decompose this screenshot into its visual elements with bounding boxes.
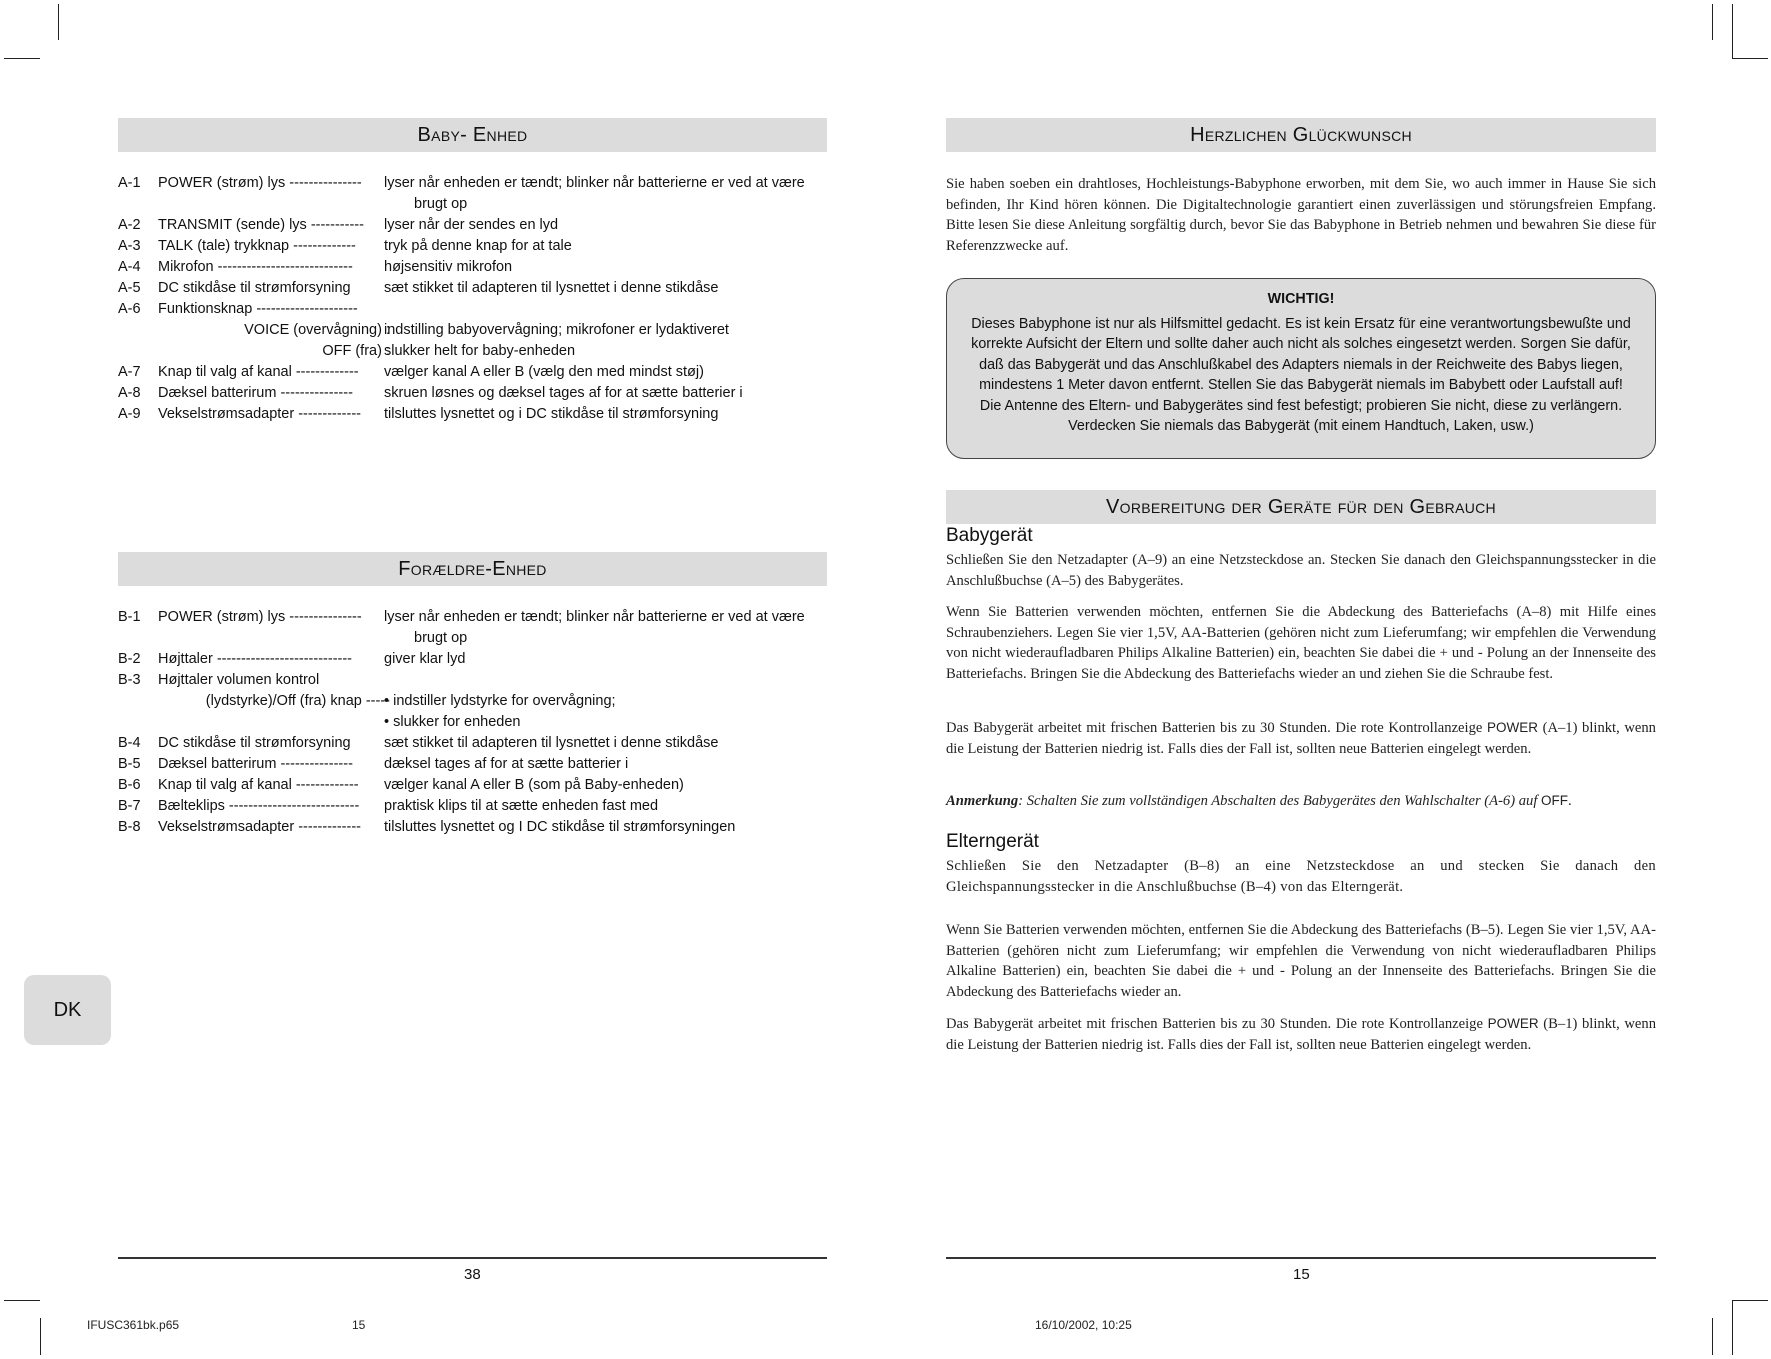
spec-row-a3 [118, 238, 838, 259]
congrats-header: Herzlichen Glückwunsch [946, 118, 1656, 152]
baby-paragraph-3 [946, 718, 1656, 759]
prep-header: Vorbereitung der Geräte für den Gebrauch [946, 490, 1656, 524]
note-text: : Schalten Sie zum vollständigen Abschalten des Babygerätes den Wahlschalter (A-6) auf [1018, 793, 1542, 809]
spec-row-b3-sub2 [118, 714, 838, 735]
spec-desc: praktisk klips til at sætte enheden fast med [384, 798, 659, 814]
spec-label: POWER (strøm) lys --------------- [158, 175, 362, 191]
important-notice [946, 278, 1656, 459]
crop-mark [1732, 58, 1768, 59]
spec-row-b1 [118, 609, 838, 630]
spec-code: A-2 [118, 217, 141, 233]
spec-row-b6 [118, 777, 838, 798]
notice-line: mindestens 1 Meter davon entfernt. Stellen Sie das Babygerät niemals im Babybett oder Laufstall auf! [979, 377, 1623, 393]
notice-line: Dieses Babyphone ist nur als Hilfsmittel gedacht. Es ist kein Ersatz für eine verantwortungsbewußte und [971, 315, 1631, 332]
paragraph-text: (B–1) blinkt, wenn die Leistung der Batterien niedrig ist. Falls dies der Fall ist, sollten neue Batterien eingelegt werden. [946, 1016, 1656, 1053]
spec-row-b5 [118, 756, 838, 777]
spec-label: Mikrofon ---------------------------- [158, 259, 353, 275]
spec-code: B-6 [118, 777, 141, 793]
spec-code: A-5 [118, 280, 141, 296]
spec-row-a6 [118, 301, 838, 322]
parent-unit-header: Forældre-Enhed [118, 552, 827, 586]
spec-label: TRANSMIT (sende) lys ----------- [158, 217, 364, 233]
spec-desc: sæt stikket til adapteren til lysnettet i denne stikdåse [384, 280, 719, 296]
spec-desc: tilsluttes lysnettet og i DC stikdåse til strømforsyning [384, 406, 719, 422]
spec-label: POWER (strøm) lys --------------- [158, 609, 362, 625]
crop-mark [4, 1300, 40, 1301]
spec-row-a1 [118, 175, 838, 196]
crop-mark [4, 58, 40, 59]
baby-unit-header: Baby- Enhed [118, 118, 827, 152]
spec-sublabel: OFF (fra) : [322, 343, 390, 359]
parent-unit-subheading: Elterngerät [946, 831, 1039, 852]
paragraph-text: Das Babygerät arbeitet mit frischen Batterien bis zu 30 Stunden. Die rote Kontrollanzeige [946, 720, 1487, 736]
spec-desc: vælger kanal A eller B (som på Baby-enheden) [384, 777, 684, 793]
paragraph-text: (A–1) blinkt, wenn die Leistung der Batterien niedrig ist. Falls dies der Fall ist, sollten neue Batterien eingelegt werden. [946, 720, 1656, 757]
spec-label: DC stikdåse til strømforsyning [158, 280, 351, 296]
spec-desc: skruen løsnes og dæksel tages af for at sætte batterier i [384, 385, 743, 401]
notice-title: WICHTIG! [1267, 291, 1335, 307]
language-tab: DK [24, 975, 111, 1045]
paragraph-text: Das Babygerät arbeitet mit frischen Batterien bis zu 30 Stunden. Die rote Kontrollanzeige [946, 1016, 1488, 1032]
spec-desc: højsensitiv mikrofon [384, 259, 513, 275]
notice-line: korrekte Aufsicht der Eltern und sollte daher auch nicht als solches eingesetzt werden. Sorgen Sie dafür, [971, 336, 1631, 352]
footer-rule [946, 1257, 1656, 1259]
spec-code: B-2 [118, 651, 141, 667]
power-term: POWER [1487, 1016, 1539, 1031]
spec-row-a7 [118, 364, 838, 385]
crop-mark [1732, 1300, 1768, 1301]
spec-desc: • indstiller lydstyrke for overvågning; [384, 693, 616, 709]
power-term: POWER [1486, 720, 1538, 735]
footer-timestamp: 16/10/2002, 10:25 [1035, 1318, 1132, 1332]
spec-label: Bælteklips --------------------------- [158, 798, 360, 814]
page-number-left: 38 [464, 1266, 481, 1283]
spec-desc: dæksel tages af for at sætte batterier i [384, 756, 629, 772]
spec-code: B-3 [118, 672, 141, 688]
spec-label: Vekselstrømsadapter ------------- [158, 819, 361, 835]
spec-row-a6-off [118, 343, 838, 364]
spec-code: A-9 [118, 406, 141, 422]
crop-mark [1732, 4, 1733, 58]
spec-row-b1-cont [118, 630, 838, 651]
spec-label: Knap til valg af kanal ------------- [158, 777, 359, 793]
spec-row-b7 [118, 798, 838, 819]
spec-row-b2 [118, 651, 838, 672]
spec-sublabel: VOICE (overvågning) : [244, 322, 390, 338]
spec-desc: lyser når der sendes en lyd [384, 217, 559, 233]
spec-row-a1-cont [118, 196, 838, 217]
baby-unit-subheading: Babygerät [946, 525, 1033, 546]
spec-label: Vekselstrømsadapter ------------- [158, 406, 361, 422]
spec-desc: indstilling babyovervågning; mikrofoner er lydaktiveret [384, 322, 729, 338]
spec-label: Højttaler volumen kontrol [158, 672, 320, 688]
spec-code: A-6 [118, 301, 141, 317]
spec-code: B-1 [118, 609, 141, 625]
spec-code: A-1 [118, 175, 141, 191]
crop-mark [40, 1318, 41, 1355]
notice-line: Die Antenne des Eltern- und Babygerätes sind fest befestigt; probieren Sie nicht, diese zu verlängern. [979, 397, 1623, 414]
off-term: OFF [1541, 793, 1569, 808]
spec-desc: sæt stikket til adapteren til lysnettet i denne stikdåse [384, 735, 719, 751]
note-end: . [1568, 793, 1572, 809]
spec-code: A-8 [118, 385, 141, 401]
spec-desc: tilsluttes lysnettet og I DC stikdåse til strømforsyningen [384, 819, 736, 835]
spec-row-b3 [118, 672, 838, 693]
spec-desc: lyser når enheden er tændt; blinker når batterierne er ved at være [384, 175, 805, 191]
baby-paragraph-2: Wenn Sie Batterien verwenden möchten, entfernen Sie die Abdeckung des Batteriefachs (A–8) mit Hilfe eines Schraubenziehers. Legen Sie vier 1,5V, AA-Batterien (gehören nicht zum Lieferumfang; wir empfehlen die Verwendung von nicht wiederaufladbaren Philips Alkaline Batterien) ein, beachten Sie dabei die + und - Polung an der Innenseite des Batteriefachs. Bringen Sie die Abdeckung des Batteriefachs wieder an und ziehen Sie die Schraube fest. [946, 604, 1656, 682]
notice-line: Verdecken Sie niemals das Babygerät (mit einem Handtuch, Laken, usw.) [1068, 418, 1534, 434]
crop-mark [1732, 1300, 1733, 1355]
spec-label: TALK (tale) trykknap ------------- [158, 238, 356, 254]
spec-code: B-5 [118, 756, 141, 772]
congrats-paragraph: Sie haben soeben ein drahtloses, Hochleistungs-Babyphone erworben, mit dem Sie, wo auch immer in Hause Sie sich befinden, Ihr Kind hören können. Die Digitaltechnologie garantiert einen zuverlässigen und störungsfreien Empfang. Bitte lesen Sie diese Anleitung sorgfältig durch, bevor Sie das Babyphone in Betrieb nehmen und bewahren Sie diese für Referenzzwecke auf. [946, 176, 1656, 254]
baby-paragraph-1: Schließen Sie den Netzadapter (A–9) an eine Netzsteckdose an. Stecken Sie danach den Gleichspannungsstecker in die Anschlußbuchse (A–5) des Babygerätes. [946, 552, 1656, 589]
spec-sublabel: (lydstyrke)/Off (fra) knap ----- [205, 693, 390, 709]
footer-page: 15 [352, 1318, 366, 1332]
spec-label: Dæksel batterirum --------------- [158, 385, 353, 401]
spec-label: Højttaler ---------------------------- [158, 651, 353, 667]
spec-desc: vælger kanal A eller B (vælg den med mindst støj) [384, 364, 704, 380]
spec-label: Knap til valg af kanal ------------- [158, 364, 359, 380]
spec-row-b4 [118, 735, 838, 756]
spec-code: B-8 [118, 819, 141, 835]
spec-desc: brugt op [414, 630, 468, 646]
note-label: Anmerkung [946, 793, 1019, 809]
spec-row-a4 [118, 259, 838, 280]
notice-line: daß das Babygerät und das Anschlußkabel des Adapters niemals in der Reichweite des Babys liegen, [979, 356, 1623, 373]
parent-paragraph-3 [946, 1014, 1656, 1055]
spec-code: B-7 [118, 798, 141, 814]
footer-filename: IFUSC361bk.p65 [87, 1318, 180, 1332]
spec-label: Dæksel batterirum --------------- [158, 756, 353, 772]
spec-label: Funktionsknap --------------------- [158, 301, 358, 317]
spec-label: DC stikdåse til strømforsyning [158, 735, 351, 751]
spec-row-a9 [118, 406, 838, 427]
parent-paragraph-1: Schließen Sie den Netzadapter (B–8) an eine Netzsteckdose an und stecken Sie danach den Gleichspannungsstecker in die Anschlußbuchse (B–4) von das Elterngerät. [946, 858, 1656, 895]
spec-desc: slukker helt for baby-enheden [384, 343, 576, 359]
crop-mark [58, 4, 59, 40]
spec-desc: brugt op [414, 196, 468, 212]
note-paragraph [946, 791, 1656, 812]
spec-desc: tryk på denne knap for at tale [384, 238, 572, 254]
spec-code: A-4 [118, 259, 141, 275]
spec-row-a2 [118, 217, 838, 238]
spec-row-a8 [118, 385, 838, 406]
spec-code: A-7 [118, 364, 141, 380]
footer-rule [118, 1257, 827, 1259]
spec-desc: giver klar lyd [384, 651, 466, 667]
spec-desc: lyser når enheden er tændt; blinker når batterierne er ved at være [384, 609, 805, 625]
spec-row-b3-sub [118, 693, 838, 714]
spec-row-b8 [118, 819, 838, 840]
spec-code: A-3 [118, 238, 141, 254]
crop-mark [1712, 1318, 1713, 1355]
spec-row-a6-voice [118, 322, 838, 343]
crop-mark [1712, 4, 1713, 40]
spec-desc: • slukker for enheden [384, 714, 521, 730]
spec-row-a5 [118, 280, 838, 301]
page-number-right: 15 [1293, 1266, 1310, 1283]
spec-code: B-4 [118, 735, 141, 751]
parent-paragraph-2: Wenn Sie Batterien verwenden möchten, entfernen Sie die Abdeckung des Batteriefachs (B–5). Legen Sie vier 1,5V, AA-Batterien (gehören nicht zum Lieferumfang; wir empfehlen die Verwendung von nicht wiederaufladbaren Philips Alkaline Batterien) ein, beachten Sie dabei die + und - Polung an der Innenseite des Batteriefachs. Bringen Sie die Abdeckung des Batteriefachs wieder an. [946, 922, 1656, 1000]
